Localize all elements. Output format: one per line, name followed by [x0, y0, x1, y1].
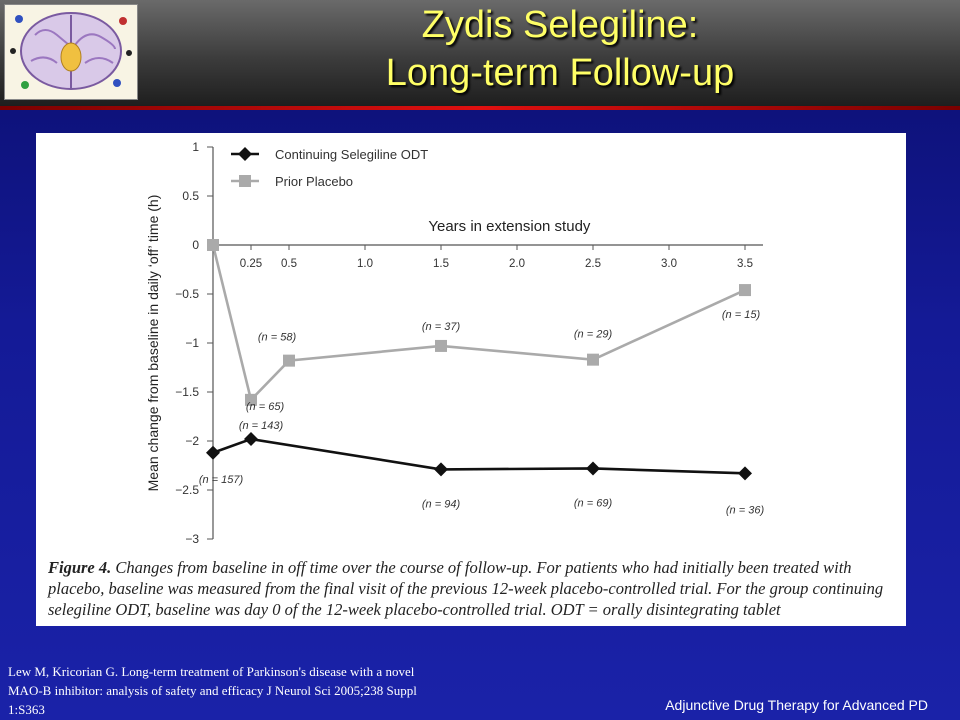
citation-line: 1:S363 — [8, 702, 45, 717]
y-axis-title: Mean change from baseline in daily ‘off’ time (h) — [145, 194, 161, 492]
n-label: (n = 36) — [725, 504, 765, 517]
x-tick-label: 2.5 — [585, 258, 601, 270]
legend-label: Prior Placebo — [275, 174, 354, 189]
y-tick-label: −1.5 — [175, 385, 199, 399]
figure-caption — [48, 557, 898, 620]
n-label: (n = 157) — [198, 473, 244, 486]
data-point-square — [739, 284, 751, 296]
data-point-diamond — [434, 462, 448, 476]
x-tick-label: 3.0 — [661, 258, 677, 270]
y-tick-label: −3 — [185, 532, 199, 546]
citation-line: MAO-B inhibitor: analysis of safety and efficacy J Neurol Sci 2005;238 Suppl — [8, 683, 417, 698]
y-tick-label: −1 — [185, 336, 199, 350]
n-label: (n = 29) — [573, 328, 613, 341]
x-tick-label: 1.0 — [357, 258, 373, 270]
n-label: (n = 69) — [573, 497, 613, 510]
y-tick-label: −2.5 — [175, 483, 199, 497]
data-point-diamond — [206, 446, 220, 460]
x-axis-title: Years in extension study — [428, 218, 591, 235]
header-rule — [0, 106, 960, 110]
line-chart — [36, 133, 906, 553]
data-point-diamond — [586, 461, 600, 475]
data-point-diamond — [238, 147, 252, 161]
n-label: (n = 58) — [257, 331, 297, 344]
y-tick-label: −0.5 — [175, 287, 199, 301]
citation-line: Lew M, Kricorian G. Long-term treatment of Parkinson's disease with a novel — [8, 664, 415, 679]
n-label: (n = 143) — [238, 420, 284, 433]
figure-panel — [36, 133, 906, 626]
n-label: (n = 94) — [421, 498, 461, 511]
data-point-square — [207, 239, 219, 251]
footer-label: Adjunctive Drug Therapy for Advanced PD — [665, 697, 928, 713]
citation — [8, 662, 528, 719]
series-line — [213, 439, 745, 473]
caption-text: Changes from baseline in off time over the course of follow-up. For patients who had initially been treated with placebo, baseline was measured from the final visit of the previous 12-week placebo-controlled trial. For the group continuing selegiline ODT, baseline was day 0 of the 12-week placebo-controlled trial. ODT = orally disintegrating tablet — [48, 558, 884, 619]
y-tick-label: −2 — [185, 434, 199, 448]
y-tick-label: 1 — [192, 140, 199, 154]
data-point-square — [239, 175, 251, 187]
legend-label: Continuing Selegiline ODT — [275, 147, 429, 162]
y-tick-label: 0.5 — [182, 189, 199, 203]
n-label: (n = 15) — [721, 309, 761, 322]
x-tick-label: 1.5 — [433, 258, 449, 270]
x-tick-label: 0.5 — [281, 258, 297, 270]
n-label: (n = 65) — [245, 400, 285, 413]
n-label: (n = 37) — [421, 320, 461, 333]
slide-title-line2: Long-term Follow-up — [385, 52, 735, 94]
slide-title-line1: Zydis Selegiline: — [421, 4, 699, 46]
brain-icon — [5, 5, 137, 99]
data-point-square — [435, 340, 447, 352]
brain-logo — [4, 4, 138, 100]
data-point-diamond — [244, 432, 258, 446]
y-tick-label: 0 — [192, 238, 199, 252]
data-point-square — [587, 354, 599, 366]
caption-label: Figure 4. — [48, 558, 112, 577]
data-point-square — [283, 355, 295, 367]
x-tick-label: 3.5 — [737, 258, 753, 270]
data-point-diamond — [738, 466, 752, 480]
x-tick-label: 2.0 — [509, 258, 525, 270]
x-tick-label: 0.25 — [239, 258, 263, 270]
